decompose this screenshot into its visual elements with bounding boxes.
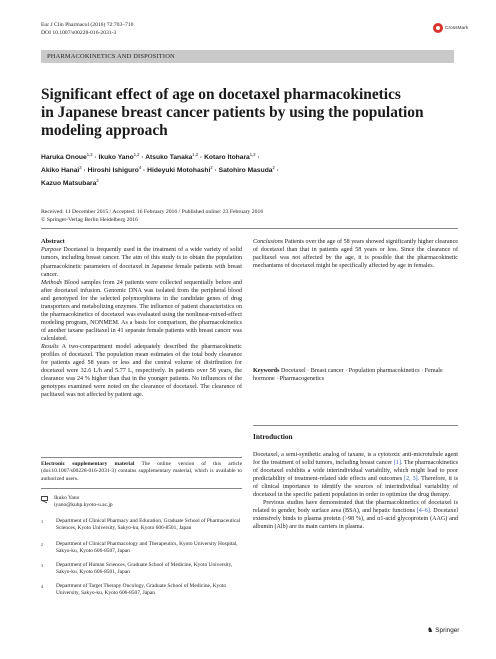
affiliation-text: Department of Human Sciences, Graduate School of Medicine, Kyoto University, Sakyo-ku, Kyoto 606-8501, Japan	[56, 562, 233, 576]
intro-text: . Therefore, it is of clinical importance to identify the sources of interindividual variability of docetaxel in the specific patient population in order to optimize the drug therapy.	[253, 476, 459, 499]
crossmark-badge[interactable]	[433, 23, 468, 33]
intro-divider	[253, 425, 458, 426]
results-label: Results	[41, 343, 59, 350]
author-separator: ·	[139, 154, 146, 162]
intro-paragraph-1	[253, 451, 458, 499]
introduction-heading: Introduction	[253, 432, 293, 441]
author-name[interactable]: Haruka Onoue	[41, 154, 87, 162]
author-name[interactable]: Atsuko Tanaka	[145, 154, 193, 162]
author-separator: ·	[141, 167, 148, 175]
esm-text: The online version of this article (doi:10.1007/s00228-016-2031-3) contains supplementary material, which is available to authorized users.	[41, 461, 243, 482]
intro-text: Previous studies have demonstrated that the pharmacokinetics of docetaxel is related to gender, body surface area (BSA), and hepatic functions	[253, 500, 458, 515]
author-affiliation: 1,2	[192, 152, 199, 157]
author-separator: ·	[212, 167, 219, 175]
author-name[interactable]: Akiko Hanai	[41, 167, 80, 175]
publisher-logo	[427, 626, 459, 634]
affiliation	[41, 541, 242, 555]
springer-horse-icon: ♞	[427, 627, 434, 634]
affiliation-text: Department of Target Therapy Oncology, Graduate School of Medicine, Kyoto University, Sakyo-ku, Kyoto 606-8507, Japan	[56, 583, 227, 597]
article-title	[41, 86, 459, 140]
section-label: PHARMACOKINETICS AND DISPOSITION	[47, 53, 175, 60]
author-affiliation: 1,2	[249, 152, 256, 157]
author-separator: ·	[274, 167, 279, 175]
abstract-methods	[41, 279, 242, 343]
introduction-body	[253, 451, 458, 531]
conclusions-text: Patients over the age of 58 years showed significantly higher clearance of docetaxel than that in patients aged 58 years or less. Since the clearance of paclitaxel was not affected by the age, it is possible that the pharmacokinetic mechanisms of docetaxel might be specifically affected by age in females.	[253, 239, 458, 270]
affiliation-text: Department of Clinical Pharmacology and Therapeutics, Kyoto University Hospital, Sakyo-ku, Kyoto 606-8507, Japan	[56, 541, 238, 555]
abstract-heading: Abstract	[41, 238, 65, 245]
methods-label: Methods	[41, 279, 62, 286]
affiliation	[41, 583, 242, 597]
journal-reference: Eur J Clin Pharmacol (2016) 72:703–710	[41, 22, 134, 28]
crossmark-icon	[433, 23, 443, 33]
affiliation-number: 2	[41, 542, 44, 547]
footnote-divider	[41, 457, 242, 458]
publication-dates	[41, 208, 263, 224]
abstract-conclusions	[253, 238, 458, 270]
journal-citation	[41, 22, 133, 37]
abstract-purpose	[41, 246, 242, 278]
author-separator: ·	[92, 154, 99, 162]
author-affiliation: 1,2	[86, 152, 93, 157]
author-affiliation: 4	[138, 165, 142, 171]
received-accepted-published: Received: 11 December 2015 / Accepted: 16 February 2016 / Published online: 23 February 2016	[41, 209, 264, 215]
doi-line: DOI 10.1007/s00228-016-2031-3	[41, 29, 117, 36]
section-band	[41, 50, 454, 63]
author-name[interactable]: Hideyuki Motohashi	[147, 167, 211, 175]
author-name[interactable]: Satohiro Masuda	[218, 167, 273, 175]
author-separator: ·	[255, 154, 260, 162]
conclusions-label: Conclusions	[253, 239, 284, 245]
author-affiliation: 2	[96, 178, 99, 184]
corresponding-author: Ikuko Yano	[54, 495, 80, 501]
citation-link[interactable]: [4–6]	[416, 508, 430, 515]
footnote-divider	[41, 488, 242, 489]
results-text: A two-compartment model adequately described the pharmacokinetic profiles of docetaxel. The population mean estimates of the total body clearance for patients aged 58 years or less and the central volume of distribution for docetaxel were 32.6 L/h and 5.77 L, respectively. In patients over 58 years, the clearance was 24 % higher than that in the younger patients. No influences of the genotypes examined were noted on the clearance of docetaxel. The clearance of paclitaxel was not affected by patient age.	[41, 343, 242, 399]
intro-text: Docetaxel, a semi-synthetic analog of taxane, is a cytotoxic anti-microtubule agent for the treatment of solid tumors, including breast cancer	[253, 452, 458, 467]
author-affiliation: 1,2	[133, 152, 140, 157]
purpose-text: Docetaxel is frequently used in the treatment of a wide variety of solid tumors, including breast cancer. The aim of this study is to obtain the population pharmacokinetic parameters of docetaxel in Japanese female patients with breast cancer.	[41, 247, 242, 278]
abstract-right-column	[253, 238, 458, 270]
header-divider	[41, 228, 458, 229]
author-affiliation: 2	[210, 165, 213, 171]
author-name[interactable]: Kotaro Itohara	[204, 154, 250, 162]
electronic-supplementary-material	[41, 461, 242, 483]
envelope-icon	[41, 496, 48, 501]
purpose-label: Purpose	[41, 247, 62, 254]
copyright-line: © Springer-Verlag Berlin Heidelberg 2016	[41, 217, 138, 223]
title-line-3: modeling approach	[41, 122, 168, 139]
author-affiliation: 3	[79, 165, 82, 171]
intro-paragraph-2	[253, 499, 458, 531]
author-name[interactable]: Hiroshi Ishiguro	[87, 167, 139, 175]
abstract-results-start	[41, 343, 242, 399]
publisher-name: Springer	[435, 626, 460, 634]
affiliation-number: 4	[41, 584, 44, 589]
author-separator: ·	[198, 154, 205, 162]
affiliation	[41, 518, 242, 532]
citation-link[interactable]: [1]	[393, 460, 401, 467]
correspondence	[41, 495, 113, 510]
keywords-text: Docetaxel · Breast cancer · Population pharmacokinetics · Female hormone · Pharmacogenetics	[253, 368, 443, 383]
intro-text: . Docetaxel extensively binds to plasma protein (>98 %), and α1-acid glycoprotein (AAG) and albumin (Alb) are its main carriers in plasma.	[253, 508, 459, 531]
title-line-1: Significant effect of age on docetaxel pharmacokinetics	[41, 86, 401, 103]
author-affiliation: 2	[272, 165, 275, 171]
affiliation	[41, 562, 242, 576]
crossmark-label: CrossMark	[445, 25, 469, 31]
title-line-2: in Japanese breast cancer patients by using the population	[41, 104, 424, 121]
author-name[interactable]: Kazuo Matsubara	[41, 180, 97, 188]
intro-text: . The pharmacokinetics of docetaxel exhibits a wide interindividual variability, which might lead to poor predictability of treatment-related side effects and outcomes	[253, 460, 458, 483]
esm-label: Electronic supplementary material	[41, 461, 135, 467]
affiliation-text: Department of Clinical Pharmacy and Education, Graduate School of Pharmaceutical Sciences, Kyoto University, Sakyo-ku, Kyoto 606-8501, Japan	[56, 518, 241, 532]
keywords	[253, 367, 458, 383]
abstract-left-column	[41, 238, 242, 399]
corresponding-email[interactable]: iyano@kuhp.kyoto-u.ac.jp	[54, 502, 113, 509]
citation-link[interactable]: [2, 3]	[404, 476, 418, 483]
affiliation-number: 3	[41, 563, 44, 568]
author-list	[41, 150, 459, 190]
keywords-label: Keywords	[253, 368, 280, 374]
author-separator: ·	[81, 167, 88, 175]
methods-text: Blood samples from 24 patients were collected sequentially before and after docetaxel infusion. Genomic DNA was isolated from the peripheral blood and genotyped for the selected polymorphisms in the candidate genes of drug transporters and metabolizing enzymes. The influence of patient characteristics on the pharmacokinetics of docetaxel was evaluated using the nonlinear-mixed-effect modeling program, NONMEM. As a basis for comparison, the pharmacokinetics of another taxane paclitaxel in 41 separate female patients with breast cancer was calculated.	[41, 279, 242, 342]
author-name[interactable]: Ikuko Yano	[98, 154, 134, 162]
affiliation-number: 1	[41, 519, 44, 524]
